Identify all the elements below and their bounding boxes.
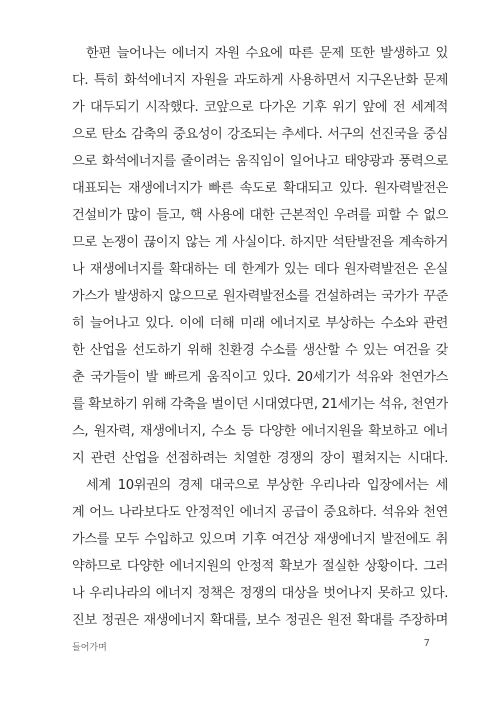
text-line: 므로 논쟁이 끊이지 않는 게 사실이다. 하지만 석탄발전을 계속하거: [72, 235, 448, 250]
text-line: 가스를 모두 수입하고 있으며 기후 여건상 재생에너지 발전에도 취: [72, 532, 448, 547]
text-line: 춘 국가들이 발 빠르게 움직이고 있다. 20세기가 석유와 천연가스: [72, 370, 448, 385]
text-line: 대표되는 재생에너지가 빠른 속도로 확대되고 있다. 원자력발전은: [72, 181, 448, 196]
text-line: 약하므로 다양한 에너지원의 안정적 확보가 절실한 상황이다. 그러: [72, 559, 448, 574]
text-line: 한 산업을 선도하기 위해 친환경 수소를 생산할 수 있는 여건을 갖: [72, 343, 448, 358]
text-line: 가스가 발생하지 않으므로 원자력발전소를 건설하려는 국가가 꾸준: [72, 289, 448, 304]
text-line: 으로 탄소 감축의 중요성이 강조되는 추세다. 서구의 선진국을 중심: [72, 127, 448, 142]
text-line: 를 확보하기 위해 각축을 벌이던 시대였다면, 21세기는 석유, 천연가: [72, 397, 448, 412]
text-line: 세계 10위권의 경제 대국으로 부상한 우리나라 입장에서는 세: [86, 478, 448, 493]
running-footer-section-title: 들어가며: [72, 643, 107, 653]
text-line: 나 우리나라의 에너지 정책은 정쟁의 대상을 벗어나지 못하고 있다.: [72, 586, 448, 601]
page-number: 7: [423, 638, 430, 649]
text-line: 나 재생에너지를 확대하는 데 한계가 있는 데다 원자력발전은 온실: [72, 262, 448, 277]
paragraph-2: [72, 472, 448, 634]
text-line: 지 관련 산업을 선점하려는 치열한 경쟁의 장이 펼쳐지는 시대다.: [72, 451, 448, 466]
text-line: 스, 원자력, 재생에너지, 수소 등 다양한 에너지원을 확보하고 에너: [72, 424, 448, 439]
text-line: 계 어느 나라보다도 안정적인 에너지 공급이 중요하다. 석유와 천연: [72, 505, 448, 520]
paragraph-1: [72, 40, 448, 472]
body-text: [72, 40, 448, 634]
text-line: 한편 늘어나는 에너지 자원 수요에 따른 문제 또한 발생하고 있: [86, 46, 448, 61]
text-line: 진보 정권은 재생에너지 확대를, 보수 정권은 원전 확대를 주장하며: [72, 613, 448, 628]
text-line: 건설비가 많이 들고, 핵 사용에 대한 근본적인 우려를 피할 수 없으: [72, 208, 448, 223]
text-line: 히 늘어나고 있다. 이에 더해 미래 에너지로 부상하는 수소와 관련: [72, 316, 448, 331]
text-line: 다. 특히 화석에너지 자원을 과도하게 사용하면서 지구온난화 문제: [72, 73, 448, 88]
text-line: 으로 화석에너지를 줄이려는 움직임이 일어나고 태양광과 풍력으로: [72, 154, 448, 169]
text-line: 가 대두되기 시작했다. 코앞으로 다가온 기후 위기 앞에 전 세계적: [72, 100, 448, 115]
